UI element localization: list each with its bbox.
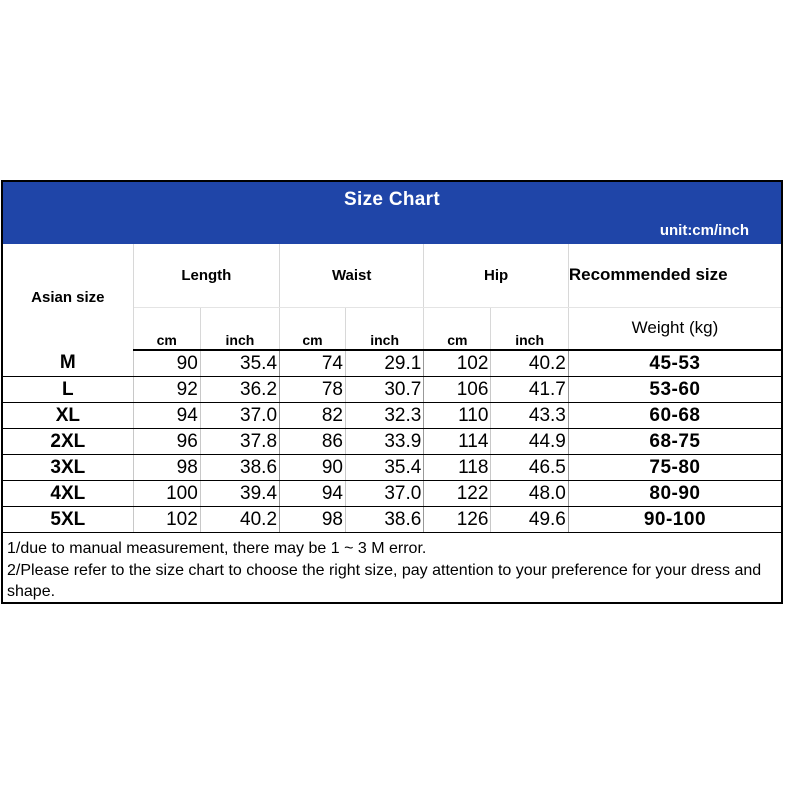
hip-cm-cell: 114 bbox=[424, 429, 491, 455]
table-row bbox=[3, 429, 781, 455]
notes bbox=[7, 538, 777, 603]
table-row bbox=[3, 507, 781, 533]
length-inch-cell: 36.2 bbox=[200, 377, 279, 403]
size-cell: 4XL bbox=[3, 481, 133, 507]
length-inch-cell: 35.4 bbox=[200, 350, 279, 377]
title-banner bbox=[3, 182, 781, 244]
size-table bbox=[3, 244, 781, 533]
length-inch-cell: 40.2 bbox=[200, 507, 279, 533]
weight-cell: 80-90 bbox=[568, 481, 781, 507]
waist-inch-cell: 38.6 bbox=[345, 507, 423, 533]
length-inch-cell: 37.8 bbox=[200, 429, 279, 455]
size-cell: 3XL bbox=[3, 455, 133, 481]
waist-inch-cell: 29.1 bbox=[345, 350, 423, 377]
waist-inch-cell: 33.9 bbox=[345, 429, 423, 455]
hip-cm-cell: 106 bbox=[424, 377, 491, 403]
hip-cm-cell: 126 bbox=[424, 507, 491, 533]
length-cm-cell: 94 bbox=[133, 403, 200, 429]
weight-cell: 75-80 bbox=[568, 455, 781, 481]
waist-cm-cell: 78 bbox=[280, 377, 346, 403]
length-cm-cell: 100 bbox=[133, 481, 200, 507]
weight-cell: 68-75 bbox=[568, 429, 781, 455]
table-row bbox=[3, 403, 781, 429]
size-cell: L bbox=[3, 377, 133, 403]
length-cm-cell: 96 bbox=[133, 429, 200, 455]
length-cm-cell: 92 bbox=[133, 377, 200, 403]
size-cell: M bbox=[3, 350, 133, 377]
unit-label: unit:cm/inch bbox=[659, 222, 749, 239]
hip-inch-cell: 41.7 bbox=[491, 377, 568, 403]
length-cm-cell: 98 bbox=[133, 455, 200, 481]
length-inch-cell: 39.4 bbox=[200, 481, 279, 507]
waist-cm-cell: 98 bbox=[280, 507, 346, 533]
waist-cm-cell: 82 bbox=[280, 403, 346, 429]
weight-cell: 90-100 bbox=[568, 507, 781, 533]
header-hip: Hip bbox=[424, 244, 569, 307]
hip-inch-cell: 49.6 bbox=[491, 507, 568, 533]
length-inch-cell: 37.0 bbox=[200, 403, 279, 429]
length-inch-cell: 38.6 bbox=[200, 455, 279, 481]
size-cell: 2XL bbox=[3, 429, 133, 455]
hip-cm-cell: 102 bbox=[424, 350, 491, 377]
table-row bbox=[3, 481, 781, 507]
length-cm-cell: 90 bbox=[133, 350, 200, 377]
hip-inch-cell: 43.3 bbox=[491, 403, 568, 429]
hip-cm-cell: 110 bbox=[424, 403, 491, 429]
hip-inch-cell: 40.2 bbox=[491, 350, 568, 377]
waist-inch-cell: 35.4 bbox=[345, 455, 423, 481]
chart-title: Size Chart bbox=[344, 189, 440, 210]
size-chart bbox=[1, 180, 783, 604]
waist-inch-cell: 30.7 bbox=[345, 377, 423, 403]
header-hip-inch: inch bbox=[491, 307, 568, 350]
waist-cm-cell: 74 bbox=[280, 350, 346, 377]
table-row bbox=[3, 350, 781, 377]
header-hip-cm: cm bbox=[424, 307, 491, 350]
size-cell: XL bbox=[3, 403, 133, 429]
header-length-inch: inch bbox=[200, 307, 279, 350]
hip-inch-cell: 48.0 bbox=[491, 481, 568, 507]
header-waist-inch: inch bbox=[345, 307, 423, 350]
waist-cm-cell: 86 bbox=[280, 429, 346, 455]
hip-cm-cell: 118 bbox=[424, 455, 491, 481]
length-cm-cell: 102 bbox=[133, 507, 200, 533]
table-row bbox=[3, 455, 781, 481]
table-row bbox=[3, 377, 781, 403]
hip-cm-cell: 122 bbox=[424, 481, 491, 507]
header-asian-size: Asian size bbox=[3, 244, 133, 350]
weight-cell: 53-60 bbox=[568, 377, 781, 403]
header-waist-cm: cm bbox=[280, 307, 346, 350]
header-length-cm: cm bbox=[133, 307, 200, 350]
weight-cell: 45-53 bbox=[568, 350, 781, 377]
header-weight: Weight (kg) bbox=[568, 307, 781, 350]
weight-cell: 60-68 bbox=[568, 403, 781, 429]
header-length: Length bbox=[133, 244, 279, 307]
size-cell: 5XL bbox=[3, 507, 133, 533]
header-waist: Waist bbox=[280, 244, 424, 307]
header-recommended-size: Recommended size bbox=[568, 244, 781, 307]
hip-inch-cell: 46.5 bbox=[491, 455, 568, 481]
waist-inch-cell: 32.3 bbox=[345, 403, 423, 429]
waist-cm-cell: 90 bbox=[280, 455, 346, 481]
waist-inch-cell: 37.0 bbox=[345, 481, 423, 507]
note-2: 2/Please refer to the size chart to choose the right size, pay attention to your preference for your dress and shape. bbox=[7, 561, 762, 600]
note-1: 1/due to manual measurement, there may be 1 ~ 3 M error. bbox=[7, 540, 427, 557]
hip-inch-cell: 44.9 bbox=[491, 429, 568, 455]
waist-cm-cell: 94 bbox=[280, 481, 346, 507]
